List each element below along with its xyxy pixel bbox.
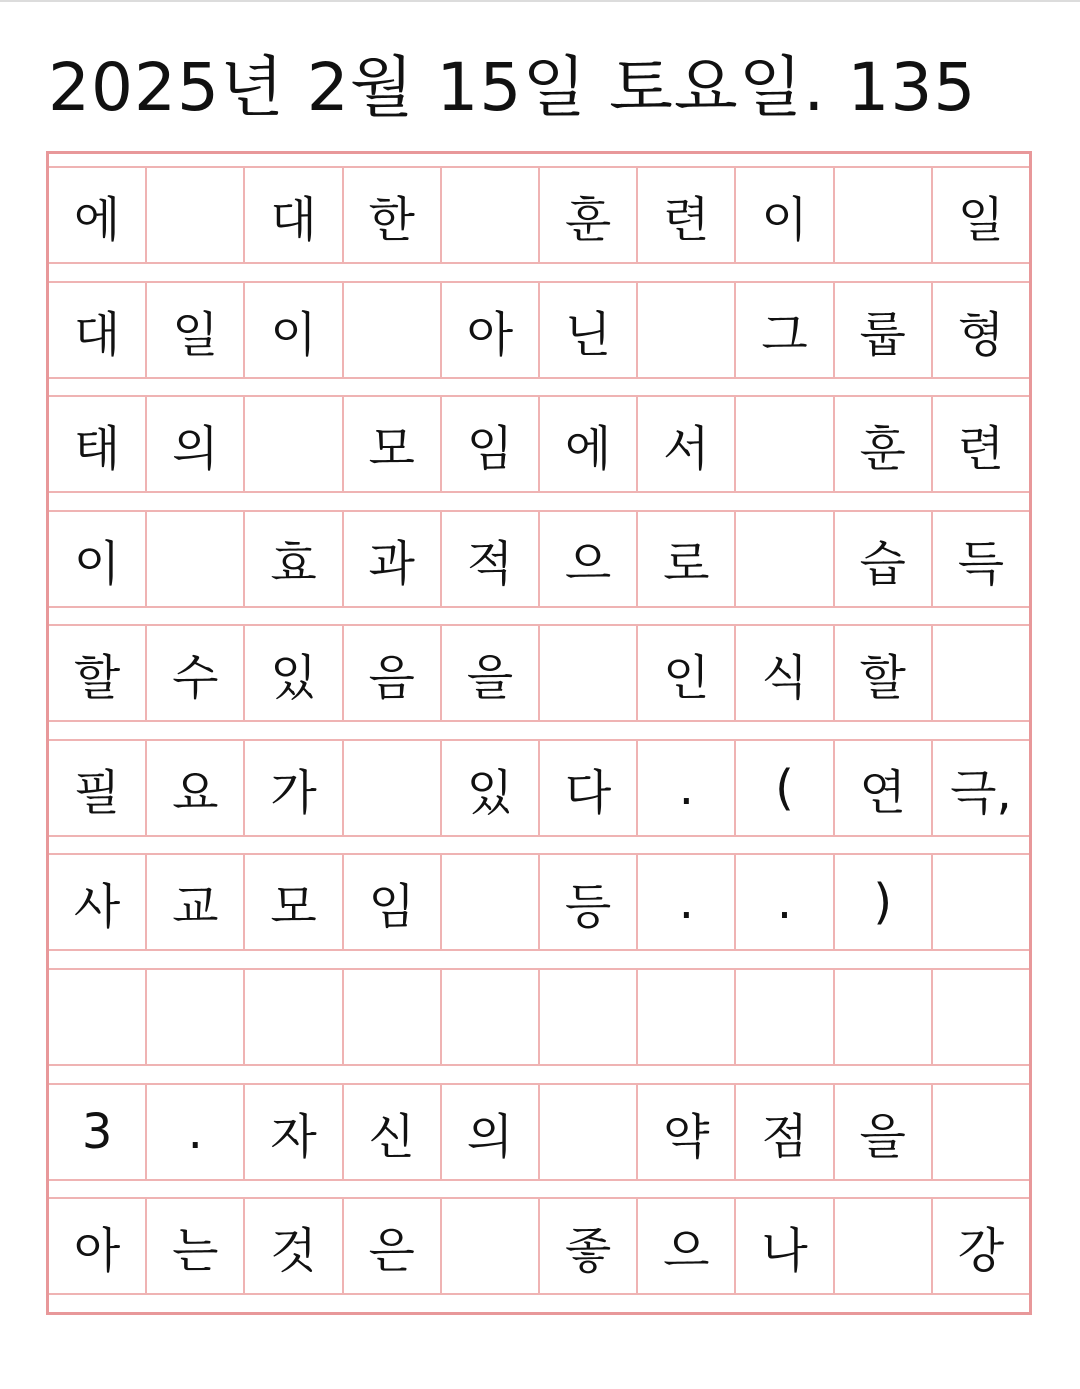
grid-cell: 다 xyxy=(540,741,638,835)
grid-cell xyxy=(344,741,442,835)
grid-cell: 는 xyxy=(147,1199,245,1293)
grid-cell: 을 xyxy=(442,626,540,720)
grid-cell: 련 xyxy=(957,420,1005,477)
grid-cell: 습 xyxy=(835,512,933,606)
grid-cell xyxy=(540,1085,638,1179)
grid-cell xyxy=(540,626,638,720)
grid-cell xyxy=(442,1199,540,1293)
grid-cell: 을 xyxy=(835,1085,933,1179)
grid-cell: 수 xyxy=(147,626,245,720)
grid-cell: 룹 xyxy=(835,283,933,377)
grid-row xyxy=(49,1197,1029,1295)
grid-cell: 있 xyxy=(442,741,540,835)
grid-row xyxy=(49,1083,1029,1181)
grid-cell xyxy=(442,168,540,262)
grid-row xyxy=(49,739,1029,837)
grid-cell xyxy=(638,283,736,377)
grid-cell xyxy=(147,512,245,606)
grid-row xyxy=(49,395,1029,493)
grid-cell: 에 xyxy=(540,397,638,491)
grid-cell xyxy=(933,1085,1029,1179)
page-title: 2025년 2월 15일 토요일. 135 xyxy=(48,49,977,126)
grid-cell: . xyxy=(638,741,736,835)
grid-cell xyxy=(442,970,540,1064)
grid-cell: 이 xyxy=(49,512,147,606)
grid-cell: 득 xyxy=(957,535,1005,592)
grid-cell: 적 xyxy=(442,512,540,606)
grid-cell: 형 xyxy=(957,306,1005,363)
grid-cell xyxy=(245,970,343,1064)
grid-cell: . xyxy=(736,855,834,949)
grid-cell: 인 xyxy=(638,626,736,720)
grid-cell xyxy=(835,168,933,262)
grid-cell: 대 xyxy=(245,168,343,262)
grid-cell: 으 xyxy=(540,512,638,606)
grid-cell: 아 xyxy=(442,283,540,377)
grid-cell: 과 xyxy=(344,512,442,606)
top-divider xyxy=(0,0,1080,2)
grid-cell: 음 xyxy=(344,626,442,720)
grid-cell xyxy=(638,970,736,1064)
grid-cell: 임 xyxy=(344,855,442,949)
grid-row xyxy=(49,510,1029,608)
grid-cell xyxy=(442,855,540,949)
grid-cell: 극, xyxy=(950,764,1012,821)
grid-cell xyxy=(147,970,245,1064)
grid-cell xyxy=(835,970,933,1064)
grid-cell: 필 xyxy=(49,741,147,835)
grid-row xyxy=(49,853,1029,951)
grid-cell xyxy=(933,626,1029,720)
grid-cell: 연 xyxy=(835,741,933,835)
grid-cell: 신 xyxy=(344,1085,442,1179)
grid-cell: . xyxy=(638,855,736,949)
grid-cell: 약 xyxy=(638,1085,736,1179)
grid-cell xyxy=(736,397,834,491)
grid-cell: 닌 xyxy=(540,283,638,377)
grid-cell: 일 xyxy=(147,283,245,377)
grid-cell: 자 xyxy=(245,1085,343,1179)
grid-cell: 이 xyxy=(245,283,343,377)
grid-cell xyxy=(344,970,442,1064)
grid-cell: 것 xyxy=(245,1199,343,1293)
manuscript-grid xyxy=(46,151,1032,1315)
grid-cell: 훈 xyxy=(835,397,933,491)
grid-cell: 으 xyxy=(638,1199,736,1293)
grid-row xyxy=(49,281,1029,379)
grid-cell: . xyxy=(147,1085,245,1179)
grid-cell: 련 xyxy=(638,168,736,262)
grid-cell: 나 xyxy=(736,1199,834,1293)
grid-cell: 등 xyxy=(540,855,638,949)
grid-cell: 임 xyxy=(442,397,540,491)
grid-cell xyxy=(736,970,834,1064)
grid-cell xyxy=(933,855,1029,949)
grid-cell: 의 xyxy=(442,1085,540,1179)
grid-cell: 서 xyxy=(638,397,736,491)
grid-cell: ( xyxy=(736,741,834,835)
grid-cell: 효 xyxy=(245,512,343,606)
grid-cell: 로 xyxy=(638,512,736,606)
grid-row xyxy=(49,166,1029,264)
grid-cell xyxy=(933,970,1029,1064)
grid-cell xyxy=(835,1199,933,1293)
grid-cell: 교 xyxy=(147,855,245,949)
grid-cell: 태 xyxy=(49,397,147,491)
grid-cell xyxy=(736,512,834,606)
grid-cell: 이 xyxy=(736,168,834,262)
grid-row xyxy=(49,624,1029,722)
grid-cell: 한 xyxy=(344,168,442,262)
grid-cell: 할 xyxy=(835,626,933,720)
grid-cell: 아 xyxy=(49,1199,147,1293)
grid-cell: 좋 xyxy=(540,1199,638,1293)
grid-cell xyxy=(540,970,638,1064)
grid-cell: 그 xyxy=(736,283,834,377)
grid-cell: 있 xyxy=(245,626,343,720)
grid-cell: 에 xyxy=(49,168,147,262)
grid-cell: 대 xyxy=(49,283,147,377)
grid-cell xyxy=(49,970,147,1064)
grid-cell: 3 xyxy=(49,1085,147,1179)
grid-cell: 모 xyxy=(344,397,442,491)
grid-cell: 강 xyxy=(957,1222,1005,1279)
grid-cell: 요 xyxy=(147,741,245,835)
grid-cell: 할 xyxy=(49,626,147,720)
grid-cell: 일 xyxy=(957,191,1005,248)
grid-cell: 식 xyxy=(736,626,834,720)
grid-cell xyxy=(344,283,442,377)
grid-cell: 사 xyxy=(49,855,147,949)
grid-cell: 가 xyxy=(245,741,343,835)
grid-row xyxy=(49,968,1029,1066)
grid-cell: 훈 xyxy=(540,168,638,262)
grid-cell: ) xyxy=(835,855,933,949)
grid-cell: 은 xyxy=(344,1199,442,1293)
grid-cell xyxy=(147,168,245,262)
grid-cell: 점 xyxy=(736,1085,834,1179)
grid-cell xyxy=(245,397,343,491)
grid-cell: 의 xyxy=(147,397,245,491)
grid-cell: 모 xyxy=(245,855,343,949)
